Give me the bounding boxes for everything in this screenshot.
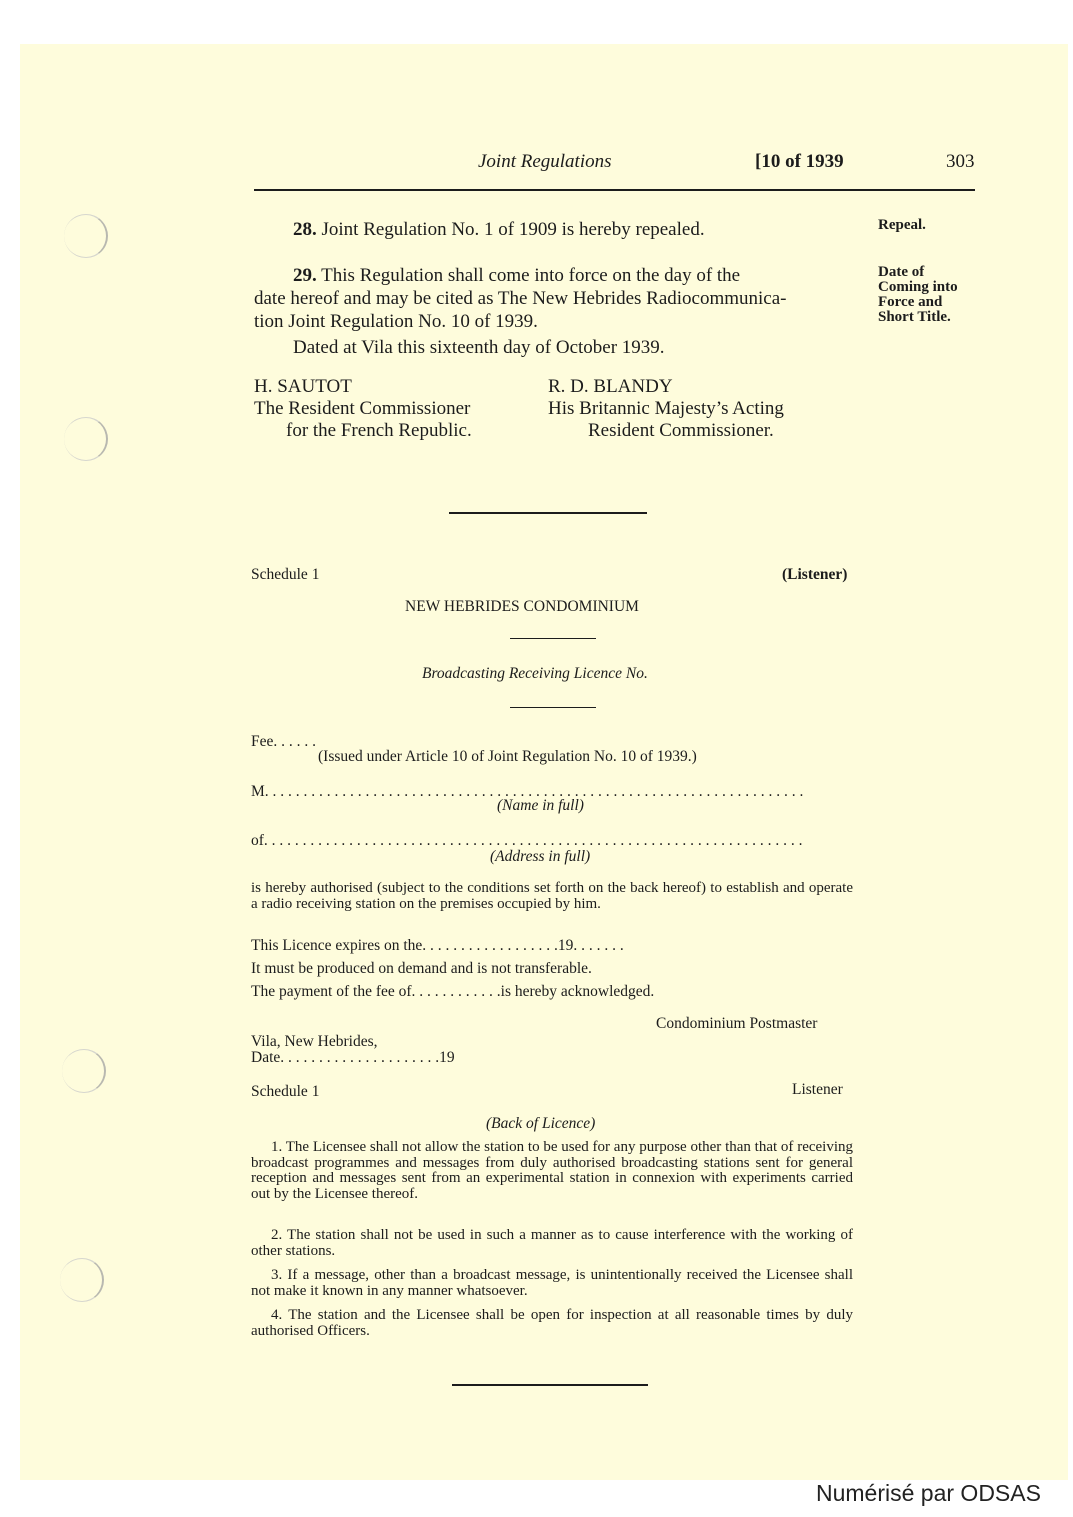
- condition-2: 2. The station shall not be used in such a manner as to cause interference with the working of other stations.: [251, 1227, 853, 1259]
- condominium-heading: NEW HEBRIDES CONDOMINIUM: [405, 598, 639, 615]
- name-caption: (Name in full): [497, 797, 584, 814]
- section-28: [293, 218, 705, 241]
- heading-rule: [510, 638, 596, 639]
- address-dotted-line: of. . . . . . . . . . . . . . . . . . . . . . . . . . . . . . . . . . . . . . . . . . . . . . . . . . . . . . . . . . . . . . . . . . . . . .: [251, 832, 803, 849]
- authorisation-text: is hereby authorised (subject to the conditions set forth on the back hereof) to establish and operate a radio receiving station on the premises occupied by him.: [251, 880, 853, 912]
- margin-note-commencement: [878, 265, 958, 325]
- section-29-line-3: tion Joint Regulation No. 10 of 1939.: [254, 311, 538, 332]
- section-28-number: 28.: [293, 219, 317, 240]
- punch-hole: [64, 214, 108, 258]
- header-regulation-ref: [10 of 1939: [755, 151, 844, 172]
- address-line: [251, 832, 853, 849]
- punch-hole: [62, 1049, 106, 1093]
- schedule-type: (Listener): [782, 566, 848, 583]
- condition-1: 1. The Licensee shall not allow the station to be used for any purpose other than that of receiving broadcast programmes and messages from duly authorised broadcasting stations sent for general reception and messages sent from an experimental station in connexion with experiments carried out by the Licensee thereof.: [251, 1139, 853, 1202]
- section-29-number: 29.: [293, 265, 317, 286]
- schedule-back-type: Listener: [792, 1081, 843, 1098]
- schedule-label: Schedule 1: [251, 566, 320, 583]
- back-of-licence-heading: (Back of Licence): [486, 1115, 596, 1132]
- punch-hole: [60, 1258, 104, 1302]
- header-title: Joint Regulations: [478, 151, 612, 172]
- header-rule: [254, 189, 975, 191]
- margin-note-repeal: Repeal.: [878, 217, 926, 233]
- condition-3: 3. If a message, other than a broadcast message, is unintentionally received the Licensee shall not make it known in any manner whatsoever.: [251, 1267, 853, 1299]
- signatory-title: Resident Commissioner.: [588, 420, 774, 441]
- licence-title: Broadcasting Receiving Licence No.: [422, 665, 648, 682]
- page-number: 303: [946, 151, 975, 172]
- signatory-title: The Resident Commissioner: [254, 398, 471, 419]
- name-dotted-line: M. . . . . . . . . . . . . . . . . . . . . . . . . . . . . . . . . . . . . . . . . . . . . . . . . . . . . . . . . . . . . . . . . . . . . .: [251, 783, 804, 800]
- punch-hole: [64, 417, 108, 461]
- heading-rule: [510, 707, 596, 708]
- payment-line: The payment of the fee of. . . . . . . . . . . .is hereby acknowledged.: [251, 983, 655, 1000]
- margin-note-line: Short Title.: [878, 309, 951, 325]
- date-line: Date. . . . . . . . . . . . . . . . . . . . .19: [251, 1049, 455, 1066]
- postmaster-signature: Condominium Postmaster: [656, 1015, 818, 1032]
- address-caption: (Address in full): [490, 848, 591, 865]
- margin-note-line: Coming into: [878, 279, 958, 295]
- end-rule: [452, 1384, 648, 1386]
- signatory-name: H. SAUTOT: [254, 376, 352, 397]
- production-line: It must be produced on demand and is not transferable.: [251, 960, 592, 977]
- section-29-line-2: date hereof and may be cited as The New Hebrides Radiocommunica-: [254, 288, 787, 309]
- signatory-name: R. D. BLANDY: [548, 376, 673, 397]
- digitisation-credit: Numérisé par ODSAS: [816, 1480, 1041, 1506]
- condition-4: 4. The station and the Licensee shall be open for inspection at all reasonable times by duly authorised Officers.: [251, 1307, 853, 1339]
- section-divider: [449, 512, 647, 514]
- section-29-text-1: This Regulation shall come into force on the day of the: [321, 265, 741, 286]
- section-28-text: Joint Regulation No. 1 of 1909 is hereby repealed.: [321, 219, 705, 240]
- fee-line: Fee. . . . . .: [251, 733, 317, 750]
- schedule-back-label: Schedule 1: [251, 1083, 320, 1100]
- margin-note-line: Date of: [878, 264, 925, 280]
- place-line: Vila, New Hebrides,: [251, 1033, 378, 1050]
- signatory-title: His Britannic Majesty’s Acting: [548, 398, 784, 419]
- section-29-line-1: [293, 264, 740, 287]
- dated-line: Dated at Vila this sixteenth day of October 1939.: [293, 337, 665, 358]
- signatory-title: for the French Republic.: [286, 420, 472, 441]
- signature-british: [548, 376, 784, 442]
- margin-note-line: Force and: [878, 294, 943, 310]
- expiry-line: This Licence expires on the. . . . . . . . . . . . . . . . . .19. . . . . . .: [251, 937, 624, 954]
- issued-under: (Issued under Article 10 of Joint Regulation No. 10 of 1939.): [318, 748, 697, 765]
- signature-french: [254, 376, 472, 442]
